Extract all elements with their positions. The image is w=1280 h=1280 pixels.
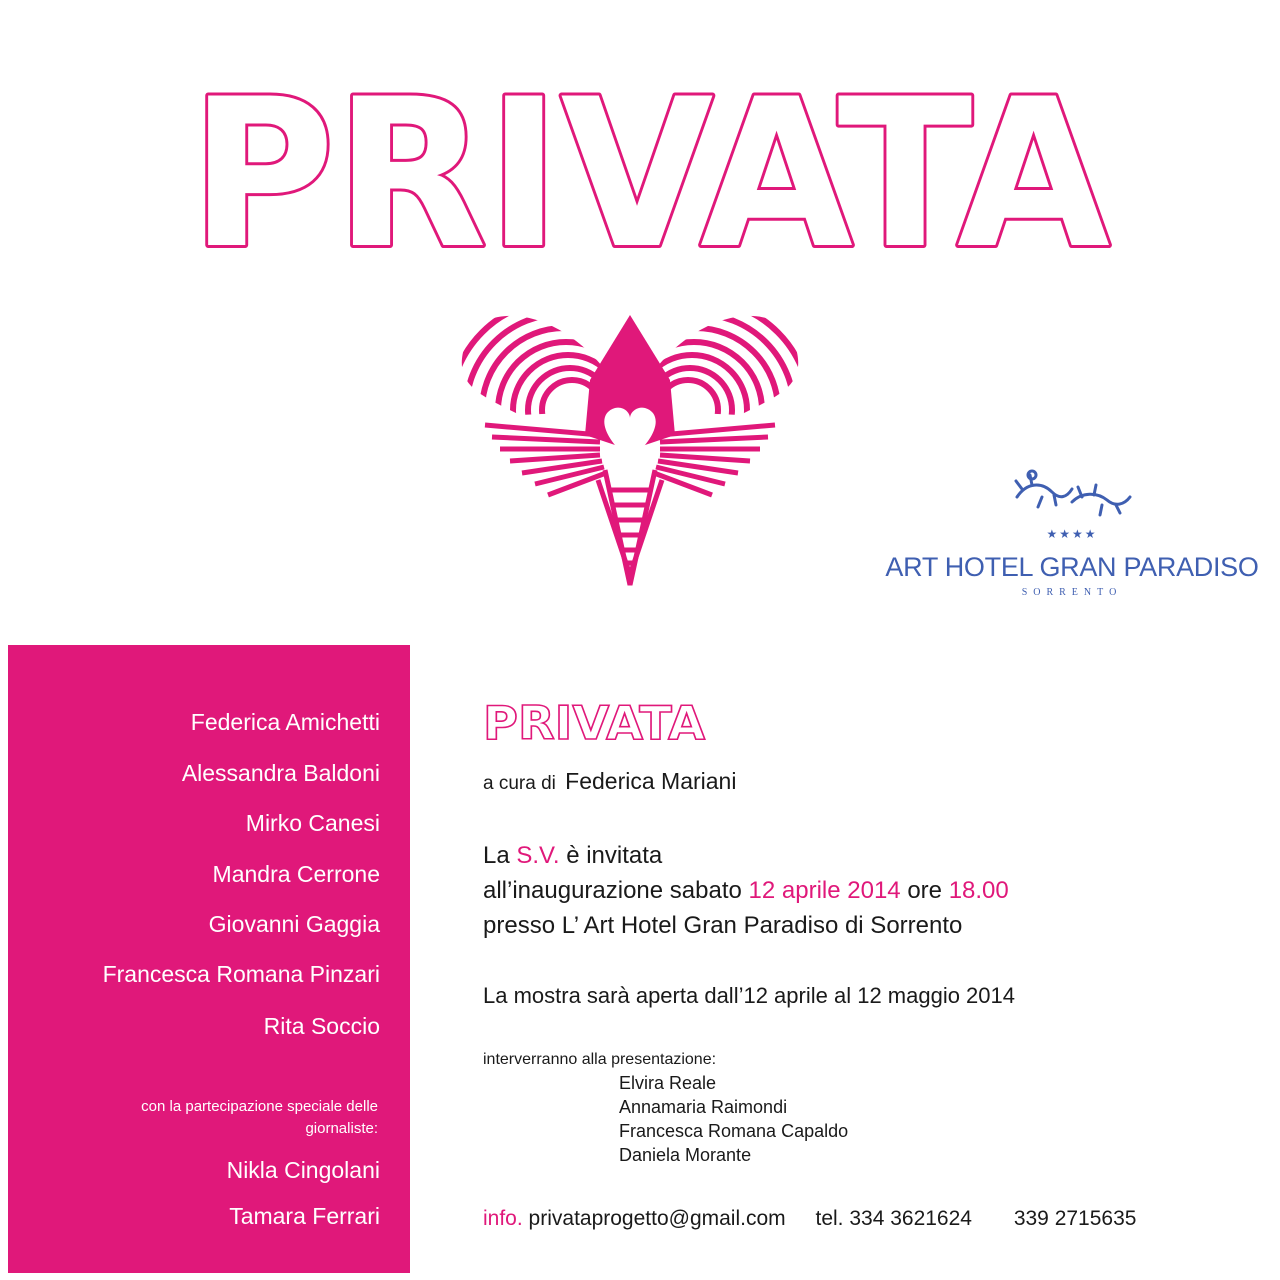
- contact-phone-2[interactable]: 339 2715635: [1013, 1207, 1137, 1230]
- artist-name: Alessandra Baldoni: [181, 760, 380, 786]
- privata-small-title-text: PRIVATA: [483, 697, 706, 745]
- hotel-name: ART HOTEL GRAN PARADISO: [885, 552, 1259, 582]
- journalist-name: Nikla Cingolani: [226, 1157, 380, 1183]
- venue-line: presso L’ Art Hotel Gran Paradiso di Sorrento: [483, 912, 963, 939]
- special-participation-line1: con la partecipazione speciale delle: [141, 1098, 378, 1115]
- hotel-stars: ★★★★: [1046, 527, 1098, 541]
- heart-logo: [440, 285, 820, 595]
- speaker-name: Francesca Romana Capaldo: [619, 1121, 849, 1141]
- invitation-sv: S.V.: [516, 842, 560, 869]
- hotel-city: SORRENTO: [1021, 587, 1123, 598]
- contact-email[interactable]: privataprogetto@gmail.com: [528, 1207, 786, 1230]
- speaker-name: Annamaria Raimondi: [619, 1097, 788, 1117]
- speaker-name: Daniela Morante: [619, 1145, 752, 1165]
- curator-prefix: a cura di: [483, 773, 556, 794]
- curator-line: [483, 768, 736, 795]
- lizards-icon: [1012, 467, 1137, 522]
- speakers-title: interverranno alla presentazione:: [483, 1051, 717, 1068]
- privata-small-title: [483, 697, 713, 745]
- artist-name: Rita Soccio: [263, 1013, 380, 1039]
- artist-name: Mandra Cerrone: [212, 861, 380, 887]
- journalist-name: Tamara Ferrari: [229, 1203, 380, 1229]
- special-participation-line2: giornaliste:: [305, 1120, 378, 1137]
- inauguration-time: 18.00: [948, 877, 1009, 904]
- artist-name: Mirko Canesi: [245, 810, 380, 836]
- privata-title-logo: [180, 60, 1120, 270]
- artist-name: Francesca Romana Pinzari: [102, 961, 380, 987]
- curator-name: Federica Mariani: [565, 768, 737, 794]
- exhibition-dates: La mostra sarà aperta dall’12 aprile al 12 maggio 2014: [483, 983, 1015, 1008]
- invitation-la: La: [483, 842, 510, 869]
- privata-title-text: PRIVATA: [190, 60, 1110, 270]
- inauguration-ore: ore: [907, 877, 943, 904]
- artist-name: Federica Amichetti: [190, 709, 380, 735]
- invitation-invited: è invitata: [566, 842, 663, 869]
- invitation-line-2: [483, 877, 1009, 905]
- inauguration-text: all’inaugurazione sabato: [483, 877, 742, 904]
- info-label: info.: [483, 1207, 523, 1230]
- artists-panel: [8, 645, 410, 1273]
- invitation-line-1: [483, 842, 662, 870]
- inauguration-date: 12 aprile 2014: [748, 877, 901, 904]
- hotel-logo: [862, 457, 1274, 615]
- speaker-name: Elvira Reale: [619, 1073, 717, 1093]
- contact-phone-1[interactable]: tel. 334 3621624: [815, 1207, 972, 1230]
- contact-line: [483, 1207, 1136, 1231]
- artist-name: Giovanni Gaggia: [208, 911, 380, 937]
